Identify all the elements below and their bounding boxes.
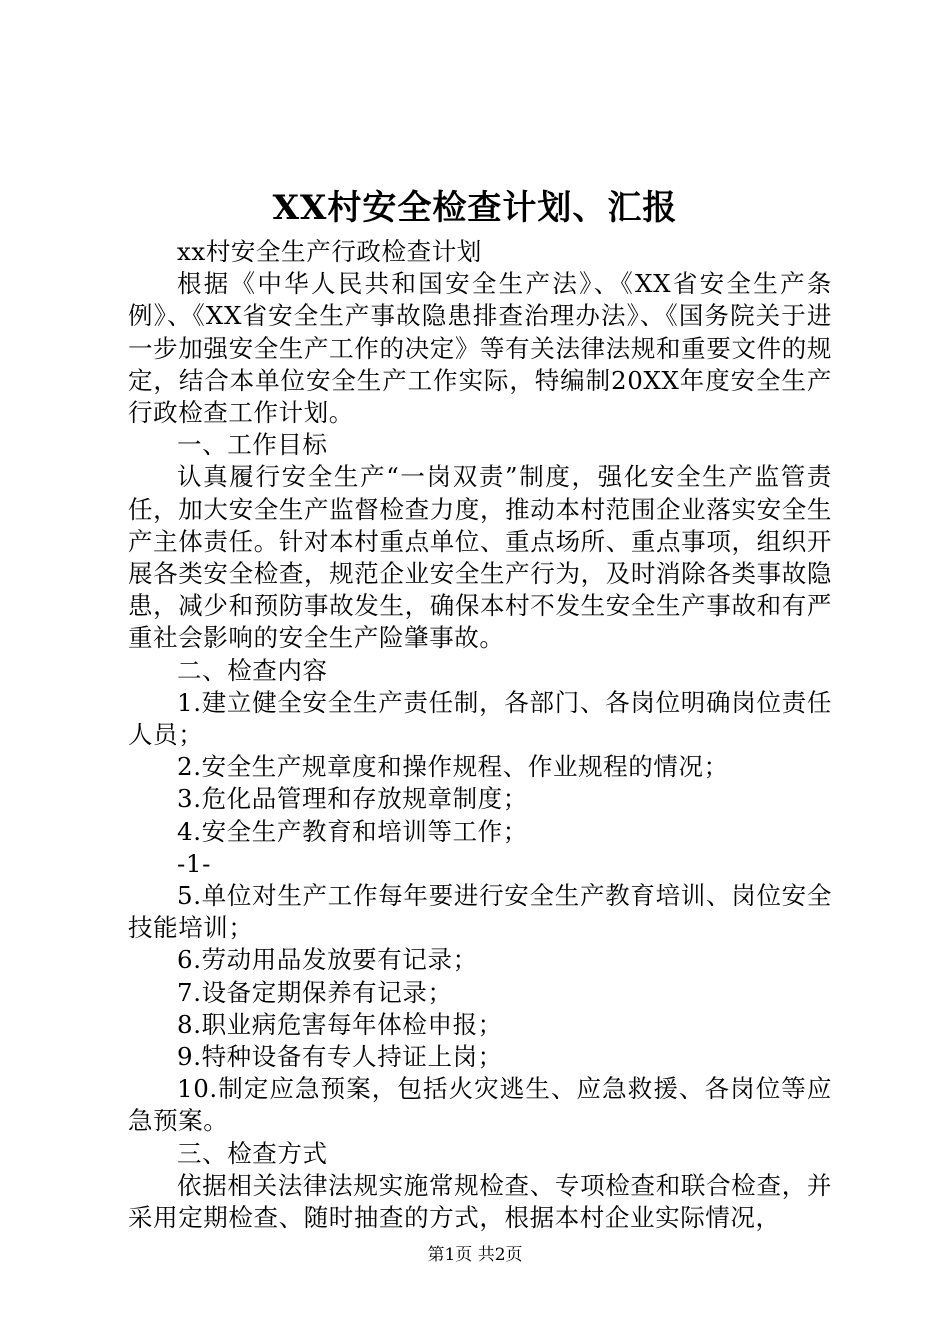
list-item: 6.劳动用品发放要有记录； xyxy=(177,945,478,975)
paragraph: 根据《中华人民共和国安全生产法》、《XX省安全生产条例》、《XX省安全生产事故隐患排查治理办法》、《国务院关于进一步加强安全生产工作的决定》等有关法律法规和重要文件的规定，结合本单位安全生产工作实际，特编制20XX年度安全生产行政检查工作计划。 xyxy=(128,269,832,428)
section-heading: 二、检查内容 xyxy=(177,655,328,685)
list-item: 8.职业病危害每年体检申报； xyxy=(177,1009,503,1039)
page-footer: 第1页 共2页 xyxy=(427,1245,523,1265)
paragraph: 依据相关法律法规实施常规检查、专项检查和联合检查，并采用定期检查、随时抽查的方式，根据本村企业实际情况， xyxy=(128,1170,832,1233)
list-item: 4.安全生产教育和培训等工作； xyxy=(177,816,528,846)
section-heading: 三、检查方式 xyxy=(177,1138,328,1168)
list-item: 10.制定应急预案，包括火灾逃生、应急救援、各岗位等应急预案。 xyxy=(128,1074,832,1136)
list-item: 5.单位对生产工作每年要进行安全生产教育培训、岗位安全技能培训； xyxy=(128,881,832,943)
paragraph: 认真履行安全生产“一岗双责”制度，强化安全生产监管责任，加大安全生产监督检查力度，推动本村范围企业落实安全生产主体责任。针对本村重点单位、重点场所、重点事项，组织开展各类安全检查，规范企业安全生产行为，及时消除各类事故隐患，减少和预防事故发生，确保本村不发生安全生产事故和有严重社会影响的安全生产险肇事故。 xyxy=(128,462,832,653)
list-item: 7.设备定期保养有记录； xyxy=(177,977,453,1007)
document-body xyxy=(128,236,832,1234)
list-item: 2.安全生产规章度和操作规程、作业规程的情况； xyxy=(177,752,729,782)
list-item: 3.危化品管理和存放规章制度； xyxy=(177,784,528,814)
inline-page-marker: -1- xyxy=(177,848,211,878)
document-title: XX村安全检查计划、汇报 xyxy=(272,188,678,228)
section-heading: 一、工作目标 xyxy=(177,430,328,460)
paragraph: xx村安全生产行政检查计划 xyxy=(177,237,482,266)
list-item: 9.特种设备有专人持证上岗； xyxy=(177,1042,503,1072)
list-item: 1.建立健全安全生产责任制，各部门、各岗位明确岗位责任人员； xyxy=(128,687,832,750)
